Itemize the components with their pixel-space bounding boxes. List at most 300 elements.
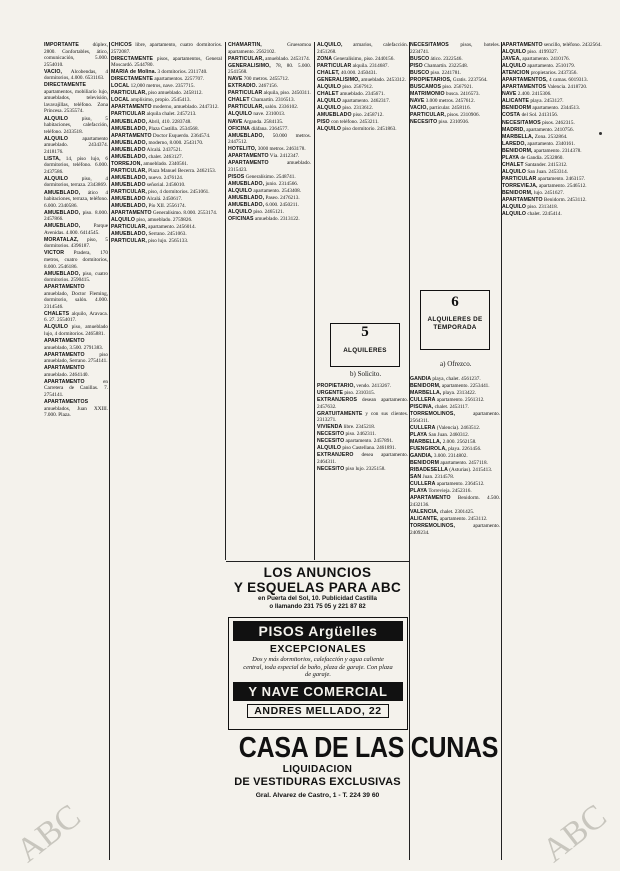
classified-ad-text: piso. 2313612. [342, 104, 374, 111]
classified-ad [317, 452, 408, 465]
classified-ad-heading: PLAYA [410, 431, 428, 438]
classified-ad [317, 77, 408, 84]
classified-ad [317, 98, 408, 105]
classified-ad-heading: VALENCIA, [410, 508, 439, 515]
classified-ad-text: Plaza Manuel Becerra. 2462153. [148, 167, 217, 174]
classified-ad-text: alquilo, Aravaca. 6. 27. 2554017. [44, 310, 108, 324]
classified-ad-heading: VACIO, [410, 104, 429, 111]
classified-ad [410, 467, 500, 474]
classified-ad-text: apartamento. 2457118. [440, 460, 488, 467]
classified-ad-text: 700 metros. 2455712. [243, 76, 289, 83]
classified-ad-text: piso, 4 dormitorios. 2451061. [148, 188, 210, 195]
classified-ad-text: apartamento. 2410756. [526, 126, 574, 133]
classified-ad [228, 146, 311, 153]
column-rule [225, 42, 226, 560]
classified-ad-text: diáfana. 2364577. [251, 125, 289, 132]
classified-ad-text: alquila, piso. 2450311. [263, 90, 311, 97]
classified-ad [111, 217, 222, 224]
classified-ad-text: piso. 2310936. [438, 119, 470, 126]
classified-ad [410, 523, 500, 536]
classified-ad-heading: APARTAMENTO [44, 338, 85, 345]
classified-ad [228, 119, 311, 126]
classified-ad-text: piso. 2458712. [352, 111, 384, 118]
classified-ad [228, 126, 311, 133]
classified-ad-text: 2467156. [258, 83, 278, 90]
classified-ad-heading: AMUEBLADO, [44, 189, 81, 196]
abc-ads-headline: LOS ANUNCIOS [263, 565, 372, 580]
classified-ad [228, 76, 311, 83]
classified-column-5-top [410, 42, 500, 327]
classified-ad-heading: ALQUILO [317, 97, 342, 104]
classified-ad-heading: AMUEBLADO, [111, 118, 148, 125]
classified-ad [502, 49, 604, 56]
classified-ad-text: apartamento amueblado. 2434374. 2418176. [44, 135, 108, 155]
classified-ad-heading: PARTICULAR, [228, 55, 264, 62]
classified-ad [228, 133, 311, 146]
classified-ad-text: amueblado. 2315423. [228, 160, 311, 173]
classified-ad-heading: MARBELLA, [410, 438, 442, 445]
classified-ad [502, 134, 604, 141]
nave-comercial-banner: Y NAVE COMERCIAL [233, 682, 403, 701]
classified-ad-text: piso. 2241781. [430, 69, 462, 76]
classified-ad-text: moderno, amueblado. 2447312. [152, 104, 219, 111]
classified-ad-text: 3 dormitorios. 2311740. [157, 69, 208, 76]
classified-ad [410, 411, 500, 424]
classified-ad-text: San Juan. 2460312. [428, 431, 470, 438]
classified-ad [111, 111, 222, 118]
classified-ad-heading: TORREJON, [111, 160, 143, 167]
classified-ad-text: piso Castellana. 2461891. [342, 445, 396, 452]
classified-ad-heading: ALQUILO [502, 211, 527, 218]
abc-ads-address: en Puerta del Sol, 10. Publicidad Castilla [258, 595, 377, 602]
classified-ad-heading: PARTICULAR, [111, 90, 147, 97]
classified-ad [410, 56, 500, 63]
classified-ad-heading: JAVEA, [502, 56, 521, 63]
classified-ad-text: piso, 5 habitaciones, calefacción, teléfono. 2433518. [44, 115, 108, 135]
classified-ad [317, 105, 408, 112]
classified-ad-text: apartamento. 2463157. [537, 175, 586, 182]
classified-ad [111, 133, 222, 140]
classified-ad-heading: AMUEBLADO, [228, 202, 265, 209]
classified-ad [44, 190, 108, 210]
classified-ad [317, 383, 408, 390]
classified-ad-heading: APARTAMENTO [228, 153, 269, 160]
classified-ad-text: apartamento. 2410176. [522, 56, 570, 63]
classified-ad-heading: APARTAMENTO [111, 104, 152, 111]
classified-ad [111, 90, 222, 97]
classified-ad-heading: PARTICULAR, [111, 238, 147, 245]
classified-ad-text: piso, 5 dormitorios. 4396187. [44, 236, 108, 250]
classified-ad-heading: AMUEBLADO, [228, 195, 265, 202]
classified-ad-text: Generalísimo, piso. 2440156. [333, 55, 395, 62]
classified-ad-heading: DIRECTAMENTE [44, 82, 87, 89]
classified-ad-text: playa. 2453127. [530, 98, 564, 105]
classified-ad [44, 156, 108, 176]
classified-ad [502, 98, 604, 105]
classified-ad [111, 97, 222, 104]
classified-ad [410, 98, 500, 105]
classified-ad-text: piso, amueblado. 2759826. [136, 217, 193, 224]
classified-ad [410, 105, 500, 112]
classified-ad-text: 50.000 metros. 2447512. [228, 132, 311, 146]
classified-ad-text: amueblado. 2345671. [339, 90, 385, 97]
pisos-arguelles-subtitle: EXCEPCIONALES [269, 643, 367, 655]
classified-ad-text: en Carretera de Canillas. 7. 2754141. [44, 378, 108, 398]
classified-ad-heading: TORREMOLINOS, [410, 522, 456, 529]
classified-ad-text: armarios, calefacción. 2451268. [317, 42, 408, 55]
classified-ad-text: apartamentos, mobiliario lujo, amueblados, televisión, lavavajillas, teléfono. Zona Princesa. 2535574. [44, 88, 108, 115]
classified-ad-text: Alcalá. 2450617. [146, 196, 183, 203]
classified-ad-heading: AMUEBLADO, [111, 203, 148, 210]
classified-ad-heading: ALICANTE [502, 98, 530, 105]
classified-ad-heading: CHALET [228, 97, 250, 104]
casa-cunas-liquidacion: LIQUIDACION [282, 764, 353, 775]
classified-ad [44, 338, 108, 351]
classified-ad-text: piso. 4199327. [527, 49, 559, 56]
classified-ad [317, 84, 408, 91]
classified-ad-text: con teléfono. 2453211. [331, 119, 379, 126]
classified-ad-heading: AMUEBLADO, [111, 174, 148, 181]
classified-ad-text: 2.400. 2415306. [517, 91, 552, 98]
classified-ad-text: piso dormitorio. 2451863. [342, 126, 397, 133]
classified-ad-text: pisos. 2310906. [447, 111, 480, 118]
classified-ad [317, 397, 408, 410]
classified-ad [410, 397, 500, 404]
classified-ad [410, 509, 500, 516]
classified-ad [111, 203, 222, 210]
classified-ad-heading: ALQUILO [228, 187, 253, 194]
classified-ad-text: alquila. 2314687. [352, 62, 389, 69]
classified-ad [228, 195, 311, 202]
classified-ad-heading: PARTICULAR, [410, 111, 446, 118]
classified-ad-text: piso. 2465121. [253, 209, 285, 216]
classified-ad [410, 390, 500, 397]
abc-ads-headline-2: Y ESQUELAS PARA ABC [233, 580, 402, 595]
classified-ad-heading: BENIDORM [410, 460, 440, 467]
classified-ad-heading: BENIDORM, [410, 383, 441, 390]
classified-ad-text: chalet. 2463127. [148, 153, 183, 160]
classified-ad-heading: PARTICULAR [502, 175, 537, 182]
ink-speck [599, 132, 602, 135]
classified-ad-heading: PARTICULAR [228, 90, 263, 97]
classified-ad-heading: CULLERA [410, 481, 436, 488]
classified-ad-text: chalet. 2301425. [439, 508, 475, 515]
classified-ad-heading: NECESITO [317, 431, 345, 438]
classified-ad [44, 311, 108, 324]
classified-ad-heading: ALQUILO [317, 445, 342, 452]
classified-ad [502, 169, 604, 176]
classified-ad-heading: APARTAMENTO [228, 160, 269, 167]
classified-ad-heading: NECESITAMOS [502, 119, 541, 126]
classified-ad-text: piso. 2310315. [344, 390, 376, 397]
classified-ad [228, 56, 311, 63]
classified-ad-heading: NAVE [410, 97, 425, 104]
ad-separator-rule [226, 561, 409, 562]
classified-ad-heading: NAVE [502, 91, 517, 98]
classified-ad-text: Benidorm. 4.500. 2432136. [410, 495, 500, 508]
abc-ads-phone: o llamando 231 75 05 y 221 87 82 [269, 602, 366, 610]
classified-ad-text: libre, apartamento, cuatro dormitorios. 2572087. [111, 42, 222, 55]
classified-ad [111, 168, 222, 175]
classified-ad-text: Generalísimo. 2548741. [245, 173, 296, 180]
classified-ad [410, 112, 500, 119]
classified-ad-heading: ALQUILO [228, 111, 253, 118]
classified-ad [228, 181, 311, 188]
classified-ad-heading: LAREDO, [502, 140, 527, 147]
classified-ad [111, 42, 222, 55]
classified-ad-heading: PISCINA, [410, 404, 434, 411]
classified-ad-heading: DIRECTAMENTE [111, 76, 154, 83]
classified-ad [502, 155, 604, 162]
classified-ad-heading: MATRIMONIO [410, 90, 445, 97]
classified-ad [502, 183, 604, 190]
classified-ad-heading: AMUEBLADO [111, 196, 146, 203]
classified-ad [111, 224, 222, 231]
classified-ad-heading: GENERALISIMO, [228, 62, 271, 69]
classified-ad-heading: CHALET [502, 161, 524, 168]
classified-ad-heading: OFICINA [228, 125, 251, 132]
classified-ad-heading: NECESITO [317, 466, 345, 473]
classified-ad-text: 3000 metros. 2463178. [257, 146, 306, 153]
classified-ad-heading: DIRECTAMENTE [111, 55, 154, 62]
classified-ad-text: apartamento. 2561312. [436, 397, 485, 404]
section-5-title: ALQUILERES [343, 347, 387, 354]
classified-ad-heading: APARTAMENTOS [502, 84, 547, 91]
classified-ad-heading: CHICOS [111, 42, 132, 48]
classified-ad-text: Generalísimo. 8.000. 2553174. [152, 210, 218, 217]
classified-ad-text: señorial. 2456010. [146, 181, 186, 188]
classified-ad-heading: CHALETS [44, 310, 70, 317]
classified-ad [44, 42, 108, 68]
classified-ad-heading: NAVE [228, 118, 243, 125]
classified-ad-text: piso. 2567921. [442, 83, 474, 90]
column-rule [314, 42, 315, 560]
classified-ad-heading: APARTAMENTO [44, 378, 85, 385]
classified-ad-text: amueblado, 3.500. 2791383. [44, 344, 104, 351]
classified-ad-text: 14, piso lujo, 6 dormitorios, teléfono. 6.000. 2437586. [44, 155, 108, 175]
classified-ad-heading: ALQUILO [317, 83, 342, 90]
classified-ad-heading: ALQUILO [317, 104, 342, 111]
classified-ad-text: 6.000. 2450211. [265, 202, 299, 209]
classified-ad-text: Torrevieja. 2452316. [428, 488, 472, 495]
classified-ad-heading: VIVIENDA [317, 424, 343, 431]
classified-ad-heading: ATENCION [502, 70, 530, 77]
classified-ad [410, 474, 500, 481]
casa-cunas-ad [226, 732, 499, 843]
classified-ad-text: Valencia. 2418720. [547, 84, 588, 91]
classified-column-2 [111, 42, 222, 580]
classified-ad-heading: MARIA de Molina. [111, 69, 157, 76]
classified-ad [44, 69, 108, 82]
classified-ad [410, 91, 500, 98]
classified-ad-text: Doctor Esquerdo. 2364574. [152, 132, 211, 139]
classified-ad [502, 63, 604, 70]
classified-ad-text: amueblado. 2464140. [44, 371, 89, 378]
classified-ad [410, 495, 500, 508]
classified-ad [111, 147, 222, 154]
classified-ad-heading: BUSCAMOS [410, 83, 442, 90]
classified-ad-heading: ALQUILO [228, 209, 253, 216]
classified-ad [228, 90, 311, 97]
classified-ad [228, 97, 311, 104]
classified-ad-heading: NAVE [228, 76, 243, 83]
classified-ad [317, 112, 408, 119]
classified-ad-text: Plaza Castilla. 2534568. [148, 125, 199, 132]
classified-ad-text: chalet. 2453117. [434, 404, 469, 411]
classified-ad [410, 70, 500, 77]
classified-ad-heading: BENIDORM, [502, 189, 533, 196]
classified-ad-heading: IMPORTANTE [44, 42, 79, 48]
casa-cunas-address: Gral. Alvarez de Castro, 1 - T. 224 39 60 [255, 791, 380, 799]
classified-ad-heading: COSTA [502, 112, 521, 119]
classified-ad [410, 432, 500, 439]
classified-ad-heading: ALQUILO, [317, 42, 343, 48]
pisos-arguelles-ad [228, 617, 408, 730]
section-6-number: 6 [451, 294, 459, 310]
section-6-subheading: a) Ofrezco. [440, 360, 472, 368]
classified-ad [502, 197, 604, 204]
classified-ad [228, 104, 311, 111]
classified-ad [317, 63, 408, 70]
classified-column-4-top [317, 42, 408, 322]
classified-ad [111, 238, 222, 245]
classified-ad [502, 105, 604, 112]
classified-ad-heading: NECESITO [317, 438, 345, 445]
classified-ad-heading: CHAMARTIN, [228, 42, 262, 48]
classified-ad-text: amueblado. 2313122. [254, 216, 300, 223]
classified-column-4-bottom [317, 383, 408, 573]
classified-column-6 [502, 42, 604, 862]
pisos-arguelles-title: PISOS Argüelles [233, 621, 403, 641]
classified-ad [44, 136, 108, 156]
classified-ad-heading: BUSCO [410, 55, 430, 62]
classified-ad-text: 78, 80. 5.000. 2541568. [228, 62, 311, 76]
classified-ad [44, 237, 108, 250]
classified-ad-heading: SAN [410, 474, 422, 481]
pisos-arguelles-address: ANDRES MELLADO, 22 [247, 704, 388, 718]
classified-ad-heading: AMUEBLADO, [111, 125, 148, 132]
classified-ad-heading: TORREVIEJA, [502, 182, 538, 189]
classified-ad-heading: EXTRANJEROS [317, 397, 358, 404]
classified-ad-text: piso. 2567912. [342, 83, 374, 90]
classified-ad-heading: ALQUILO [44, 324, 69, 331]
classified-ad-text: apartamento. 2409234. [410, 522, 500, 536]
classified-ad [228, 174, 311, 181]
classified-ad [111, 126, 222, 133]
section-6-header [420, 290, 490, 350]
classified-ad-heading: AMUEBLADO [111, 181, 146, 188]
classified-ad [44, 352, 108, 365]
classified-ad-text: ático. 2322546. [430, 55, 463, 62]
classified-ad-text: Pradera, 170 metros, cuatro dormitorios, 8.000. 2546186. [44, 250, 108, 270]
column-rule [501, 42, 502, 860]
classified-ad [317, 390, 408, 397]
classified-ad-text: Vía. 2412347. [269, 153, 300, 160]
classified-ad-heading: APARTAMENTOS [44, 398, 89, 405]
classified-ad [317, 70, 408, 77]
classified-ad [410, 481, 500, 488]
abc-ads-notice [226, 565, 409, 613]
classified-ad-text: San Juan. 2453314. [527, 168, 568, 175]
classified-ad [410, 376, 500, 383]
classified-ad-text: Arganda. 2584135. [243, 118, 284, 125]
classified-ad [111, 210, 222, 217]
classified-ad-heading: ALQUILO [502, 204, 527, 211]
classified-ad-heading: AMUEBLADO, [44, 223, 81, 230]
classified-ad-text: Gratis. 2237564. [452, 76, 488, 83]
classified-ad [317, 126, 408, 133]
classified-ad-heading: PARTICULAR [111, 111, 146, 118]
classified-ad-text: 3.000. 2314802. [433, 453, 468, 460]
classified-ad [111, 154, 222, 161]
classified-ad [502, 148, 604, 155]
classified-ad-heading: APARTAMENTO [410, 495, 451, 502]
classified-ad-text: particular. 2458116. [429, 104, 471, 111]
classified-ad-text: amueblado. 2453174. [265, 55, 310, 62]
classified-ad [111, 69, 222, 76]
classified-ad-text: Chamartín. 2316513. [250, 97, 295, 104]
classified-ad-text: libre. 2345218. [343, 424, 376, 431]
classified-ad-heading: AMUEBLADO, [44, 270, 81, 277]
classified-ad-text: Parque Avenidas. 4.000. 6414545. [44, 223, 108, 236]
classified-ad-text: amplísimo, propio. 2545413. [130, 97, 191, 104]
classified-ad-heading: MORATALAZ, [44, 236, 79, 243]
classified-ad [410, 42, 500, 55]
classified-ad-text: piso, 4 dormitorios, terraza. 2343869. [44, 175, 108, 189]
classified-ad [317, 91, 408, 98]
classified-ad-heading: PARTICULAR [317, 62, 352, 69]
classified-ad-text: apartamento. 2340161. [527, 140, 576, 147]
classified-ad [317, 424, 408, 431]
classified-ad [317, 119, 408, 126]
classified-ad [228, 216, 311, 223]
classified-ad-heading: AMUEBLADO, [111, 231, 148, 238]
classified-ad-heading: AMUEBLADO [317, 111, 352, 118]
classified-ad-heading: AMUEBLADO, [111, 153, 148, 160]
classified-ad-heading: APARTAMENTO [44, 351, 85, 358]
classified-ad-heading: GANDIA, [410, 453, 433, 460]
classified-ad-text: pisos. 2462315. [542, 119, 575, 126]
classified-ad-text: vendo. 2413267. [356, 383, 392, 389]
classified-ad [228, 202, 311, 209]
classified-ad-text: apartamentos. 2257707. [154, 76, 205, 83]
classified-ad-heading: PISO [410, 62, 423, 69]
classified-ad-text: sencillo, teléfono. 2432564. [543, 42, 602, 48]
classified-ad [111, 140, 222, 147]
classified-ad-text: apartamento. 2364512. [436, 481, 485, 488]
classified-ad-text: piso lujo. 2565133. [148, 238, 189, 245]
classified-ad [44, 82, 108, 115]
classified-ad-text: Alcalá. 2437521. [146, 146, 183, 153]
classified-ad [502, 190, 604, 197]
classified-ad-heading: APARTAMENTO [111, 132, 152, 139]
classified-ad [44, 284, 108, 310]
classified-ad-text: apartamento. 2314378. [533, 147, 582, 154]
classified-ad-text: apartamento. 2457891. [345, 438, 394, 445]
classified-ad [228, 42, 311, 55]
classified-ad-text: playa. 2261456. [448, 445, 482, 452]
section-5-number: 5 [361, 324, 369, 340]
classified-ad [44, 271, 108, 284]
abc-watermark-left: ABC [9, 797, 88, 870]
classified-ad-text: 4 camas. 6019313. [548, 77, 588, 84]
classified-ad [44, 250, 108, 270]
classified-ad-heading: HOTELITO, [228, 146, 257, 153]
classified-ad-heading: PROPIETARIOS, [410, 76, 452, 83]
classified-ad-text: Santander. 2415312. [524, 161, 568, 168]
classified-ad-heading: BENIDORM [502, 105, 532, 112]
classified-ad-text: junio. 2314566. [265, 180, 299, 187]
